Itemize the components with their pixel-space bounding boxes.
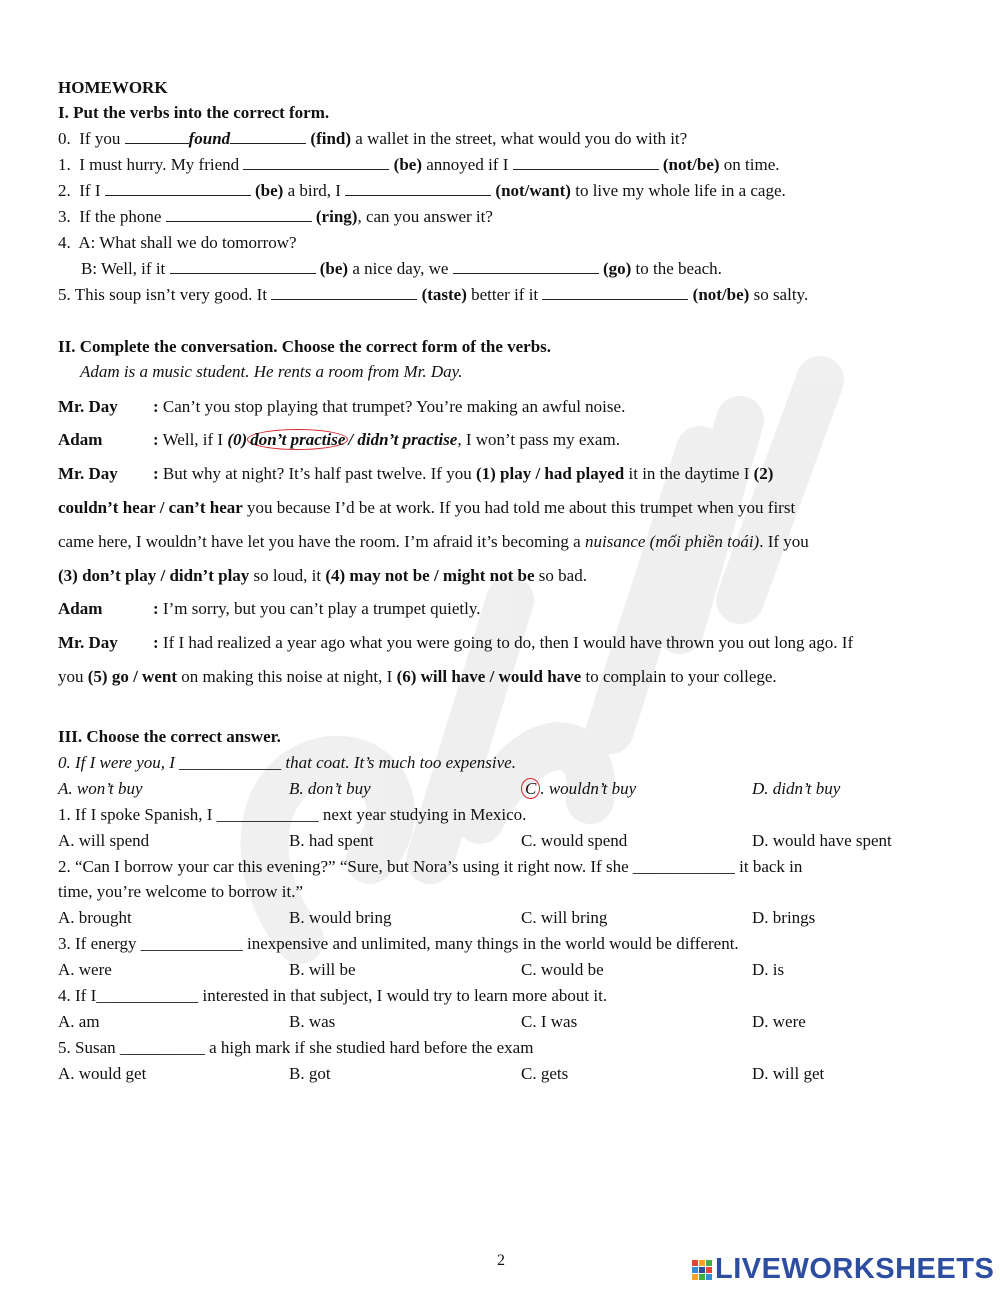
s1-q2 xyxy=(58,180,786,202)
mc-option[interactable]: B. was xyxy=(289,1012,336,1031)
q-text: This soup isn’t very good. It xyxy=(74,285,268,304)
colon: : xyxy=(153,397,159,416)
mc-question-0: 0. If I were you, I ____________ that coat. It’s much too expensive. xyxy=(58,753,516,772)
q-text: If the phone xyxy=(79,207,162,226)
dialogue-line-4 xyxy=(58,497,795,519)
dialogue-text: to complain to your college. xyxy=(585,667,777,686)
blank xyxy=(230,128,306,144)
q-text: , can you answer it? xyxy=(357,207,493,226)
s1-q1 xyxy=(58,154,780,176)
mc-option[interactable]: B. got xyxy=(289,1064,331,1083)
verb-hint: (go) xyxy=(602,259,632,278)
mc-option[interactable]: D. would have spent xyxy=(752,831,892,850)
mc-option[interactable]: B. don’t buy xyxy=(289,779,371,798)
q-number: 0. xyxy=(58,129,71,148)
example-answer: found xyxy=(188,129,231,148)
mc-option[interactable]: A. were xyxy=(58,960,112,979)
choice-1[interactable]: (1) play / had played xyxy=(475,464,625,483)
answer-blank[interactable] xyxy=(105,180,251,196)
speaker: Adam xyxy=(58,599,103,618)
mc-option[interactable]: C. I was xyxy=(521,1012,578,1031)
verb-hint: (ring) xyxy=(315,207,358,226)
dialogue-text: , I won’t pass my exam. xyxy=(457,430,620,449)
speaker: Mr. Day xyxy=(58,633,118,652)
mc-option[interactable]: C. will bring xyxy=(521,908,608,927)
verb-hint: (be) xyxy=(254,181,284,200)
q-text: If I xyxy=(79,181,101,200)
page-number: 2 xyxy=(497,1252,505,1269)
mc-question-2: 2. “Can I borrow your car this evening?” “Sure, but Nora’s using it right now. If she ____________ it back in xyxy=(58,857,803,876)
answer-blank[interactable] xyxy=(243,154,389,170)
mc-option[interactable]: D. were xyxy=(752,1012,806,1031)
item-number: (0) xyxy=(227,430,248,449)
choice-2[interactable]: couldn’t hear / can’t hear xyxy=(58,498,243,517)
dialogue-text: . If you xyxy=(759,532,809,551)
mc-option[interactable]: B. had spent xyxy=(289,831,374,850)
dialogue-text: it in the daytime I xyxy=(628,464,750,483)
dialogue-text: so bad. xyxy=(538,566,587,585)
colon: : xyxy=(153,633,159,652)
verb-hint: (not/be) xyxy=(662,155,720,174)
verb-hint: (be) xyxy=(393,155,422,174)
dialogue-text: you because I’d be at work. If you had told me about this trumpet when you first xyxy=(247,498,796,517)
s1-q0 xyxy=(58,128,687,150)
mc-option[interactable]: B. will be xyxy=(289,960,356,979)
dialogue-text: on making this noise at night, I xyxy=(181,667,393,686)
q-text: so salty. xyxy=(753,285,809,304)
q-text: If you xyxy=(79,129,121,148)
dialogue-text: But why at night? It’s half past twelve. If you xyxy=(162,464,472,483)
mc-option-selected[interactable] xyxy=(521,778,636,800)
dialogue-line-6 xyxy=(58,565,587,587)
choice-3[interactable]: (3) don’t play / didn’t play xyxy=(58,566,250,585)
answer-blank[interactable] xyxy=(170,258,316,274)
q-number: 3. xyxy=(58,207,71,226)
mc-option[interactable]: D. brings xyxy=(752,908,816,927)
s1-q4b xyxy=(81,258,722,280)
mc-option[interactable]: A. brought xyxy=(58,908,132,927)
verb-hint: (taste) xyxy=(421,285,467,304)
homework-title: HOMEWORK xyxy=(58,78,168,97)
q-number: 4. xyxy=(58,233,71,252)
mc-option[interactable]: D. is xyxy=(752,960,785,979)
q-text: a nice day, we xyxy=(352,259,449,278)
selected-circle: C xyxy=(521,778,540,799)
answer-blank[interactable] xyxy=(166,206,312,222)
dialogue-line-3 xyxy=(58,463,773,485)
verb-hint: (not/be) xyxy=(692,285,750,304)
verb-hint: (not/want) xyxy=(495,181,571,200)
answer-blank[interactable] xyxy=(453,258,599,274)
choice-4[interactable]: (4) may not be / might not be xyxy=(325,566,535,585)
section-2-heading: II. Complete the conversation. Choose the correct form of the verbs. xyxy=(58,337,552,356)
mc-option[interactable]: C. gets xyxy=(521,1064,569,1083)
s1-q3 xyxy=(58,206,493,228)
dialogue-text: came here, I wouldn’t have let you have the room. I’m afraid it’s becoming a xyxy=(58,532,581,551)
colon: : xyxy=(153,430,159,449)
vocab-note: nuisance (mối phiền toái) xyxy=(584,532,760,551)
answer-blank[interactable] xyxy=(513,154,659,170)
mc-option[interactable]: A. would get xyxy=(58,1064,147,1083)
choice[interactable]: didn’t practise xyxy=(357,430,458,449)
q-text: a wallet in the street, what would you do with it? xyxy=(355,129,688,148)
brand-name: LIVEWORKSHEETS xyxy=(715,1253,995,1285)
mc-question-1: 1. If I spoke Spanish, I ____________ next year studying in Mexico. xyxy=(58,805,527,824)
item-number: (2) xyxy=(753,464,774,483)
verb-hint: (be) xyxy=(319,259,349,278)
speaker: Adam xyxy=(58,430,103,449)
speaker: Mr. Day xyxy=(58,397,118,416)
logo-grid-icon xyxy=(692,1260,712,1280)
dialogue-line-8 xyxy=(58,632,853,654)
speaker: Mr. Day xyxy=(58,464,118,483)
section-1-heading: I. Put the verbs into the correct form. xyxy=(58,103,330,122)
dialogue-line-5 xyxy=(58,531,809,553)
q-text: a bird, I xyxy=(287,181,341,200)
mc-question-5: 5. Susan __________ a high mark if she studied hard before the exam xyxy=(58,1038,534,1057)
mc-option[interactable]: D. will get xyxy=(752,1064,825,1083)
dialogue-line-9 xyxy=(58,666,777,688)
mc-option[interactable]: B. would bring xyxy=(289,908,392,927)
mc-option[interactable]: D. didn’t buy xyxy=(752,779,841,798)
colon: : xyxy=(153,599,159,618)
dialogue-text: I’m sorry, but you can’t play a trumpet quietly. xyxy=(162,599,481,618)
q-text: annoyed if I xyxy=(426,155,509,174)
section-2-intro: Adam is a music student. He rents a room from Mr. Day. xyxy=(80,362,463,381)
blank xyxy=(125,128,189,144)
q-text: to the beach. xyxy=(635,259,722,278)
answer-blank[interactable] xyxy=(542,284,688,300)
s1-q5 xyxy=(58,284,808,306)
s1-q4a xyxy=(58,232,297,254)
mc-option[interactable]: A. am xyxy=(58,1012,100,1031)
q-number: 2. xyxy=(58,181,71,200)
dialogue-text: Can’t you stop playing that trumpet? You’re making an awful noise. xyxy=(162,397,626,416)
mc-option[interactable]: A. will spend xyxy=(58,831,150,850)
dialogue-text: If I had realized a year ago what you were going to do, then I would have thrown you out long ago. If xyxy=(162,633,854,652)
answer-blank[interactable] xyxy=(345,180,491,196)
dialogue-line-7 xyxy=(58,598,481,620)
option-text: . wouldn’t buy xyxy=(540,779,637,798)
mc-option[interactable]: C. would spend xyxy=(521,831,628,850)
q-text: to live my whole life in a cage. xyxy=(575,181,786,200)
choice-6[interactable]: (6) will have / would have xyxy=(396,667,582,686)
mc-question-2-cont: time, you’re welcome to borrow it.” xyxy=(58,882,304,901)
mc-option[interactable]: C. would be xyxy=(521,960,604,979)
mc-option[interactable]: A. won’t buy xyxy=(58,779,143,798)
mc-question-4: 4. If I____________ interested in that subject, I would try to learn more about it. xyxy=(58,986,608,1005)
q-text: better if it xyxy=(471,285,539,304)
circled-choice[interactable]: don’t practise xyxy=(247,429,348,450)
q-text: I must hurry. My friend xyxy=(79,155,240,174)
answer-blank[interactable] xyxy=(271,284,417,300)
section-3-heading: III. Choose the correct answer. xyxy=(58,727,281,746)
q-number: 1. xyxy=(58,155,71,174)
choice-5[interactable]: (5) go / went xyxy=(87,667,177,686)
q-text: A: What shall we do tomorrow? xyxy=(78,233,297,252)
verb-hint: (find) xyxy=(310,129,352,148)
mc-question-3: 3. If energy ____________ inexpensive and unlimited, many things in the world would be different. xyxy=(58,934,739,953)
dialogue-text: Well, if I xyxy=(162,430,224,449)
dialogue-line-1 xyxy=(58,396,625,418)
q-text: on time. xyxy=(723,155,780,174)
q-text: B: Well, if it xyxy=(81,259,166,278)
dialogue-text: you xyxy=(58,667,84,686)
colon: : xyxy=(153,464,159,483)
liveworksheets-logo[interactable] xyxy=(692,1253,994,1286)
dialogue-text: so loud, it xyxy=(253,566,322,585)
slash: / xyxy=(348,430,354,449)
dialogue-line-2 xyxy=(58,429,620,451)
q-number: 5. xyxy=(58,285,71,304)
